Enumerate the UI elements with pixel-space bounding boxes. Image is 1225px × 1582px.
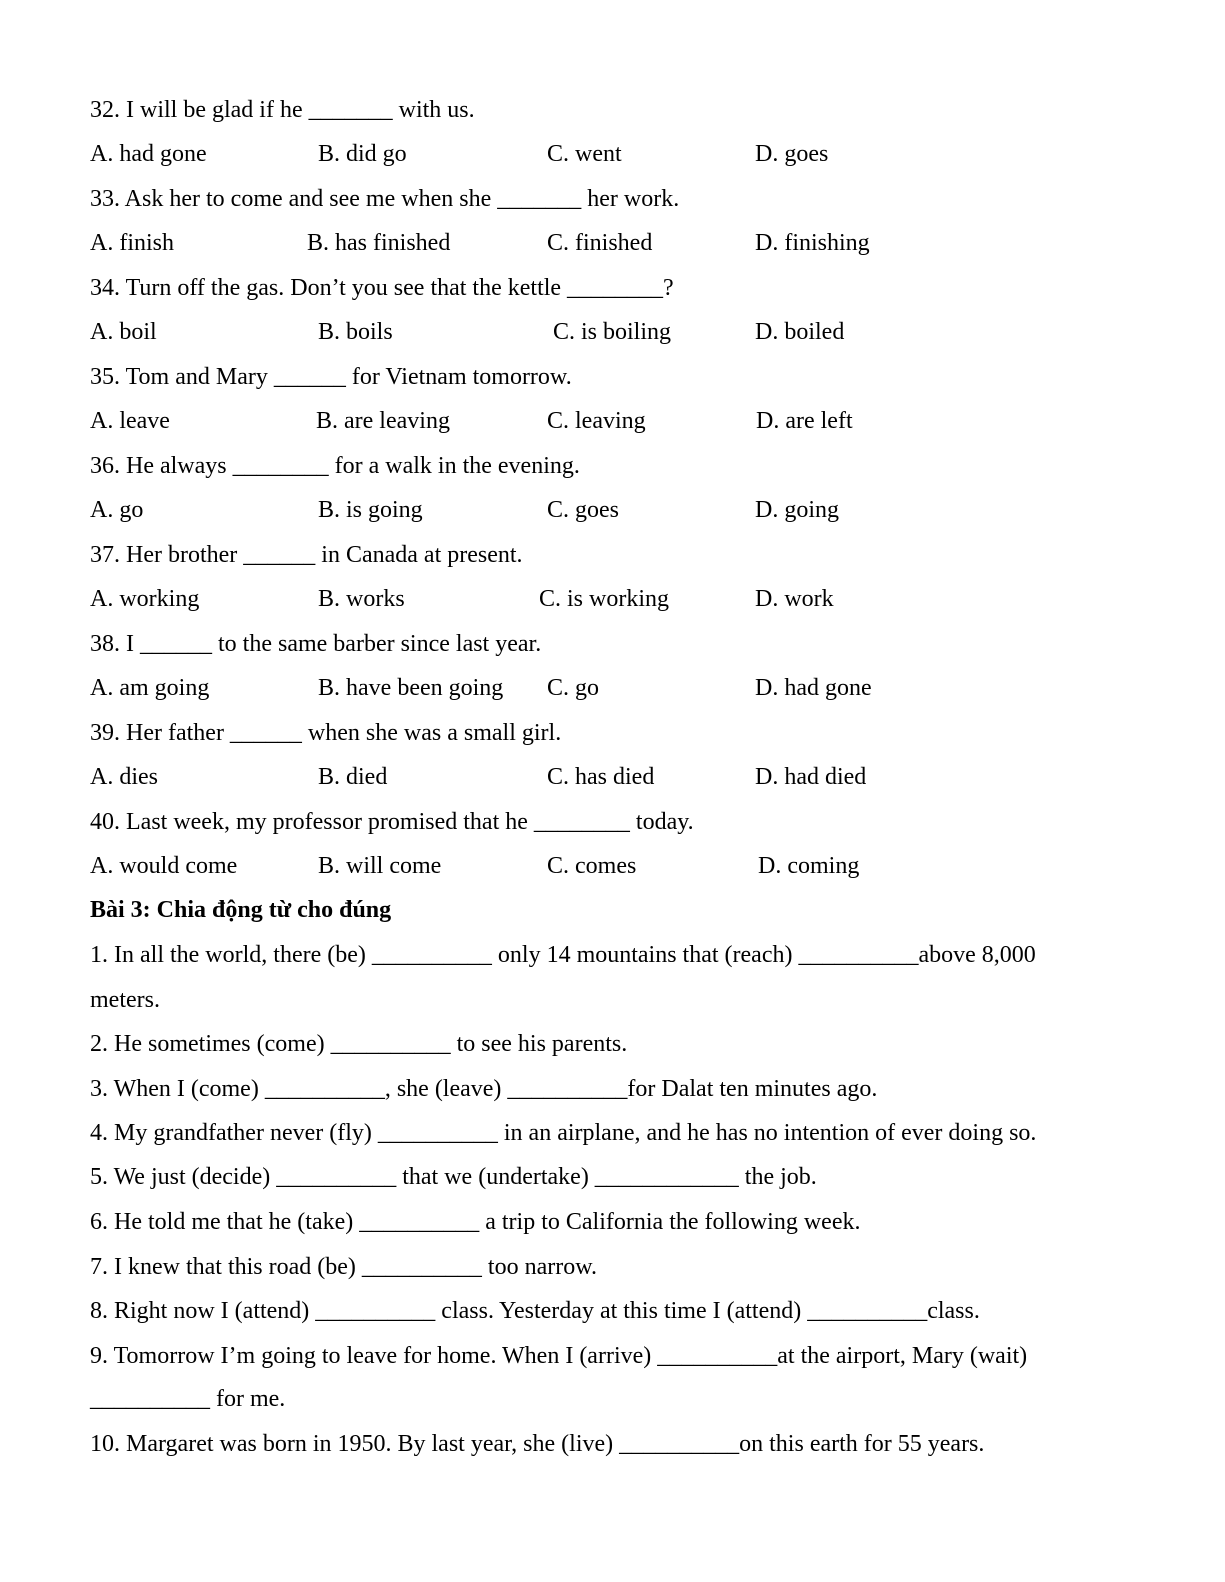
options-36 (0, 495, 1225, 525)
option-c: C. went (547, 141, 622, 167)
exercise-line: 10. Margaret was born in 1950. By last year, she (live) __________on this earth for 55 years. (90, 1431, 985, 1457)
option-c: C. goes (547, 497, 619, 523)
options-32 (0, 139, 1225, 169)
exercise-line: 9. Tomorrow I’m going to leave for home. When I (arrive) __________at the airport, Mary (wait) (90, 1343, 1028, 1369)
option-b: B. have been going (318, 675, 504, 701)
exercise-line: 7. I knew that this road (be) __________ too narrow. (90, 1254, 597, 1280)
section-heading: Bài 3: Chia động từ cho đúng (90, 897, 392, 923)
options-38 (0, 673, 1225, 703)
option-b: B. has finished (307, 230, 451, 256)
question-32: 32. I will be glad if he _______ with us. (90, 97, 475, 123)
option-d: D. coming (758, 853, 860, 879)
option-b: B. works (318, 586, 405, 612)
exercise-line: 4. My grandfather never (fly) __________ in an airplane, and he has no intention of ever doing so. (90, 1120, 1037, 1146)
option-b: B. is going (318, 497, 423, 523)
question-34: 34. Turn off the gas. Don’t you see that the kettle ________? (90, 275, 674, 301)
option-b: B. are leaving (316, 408, 450, 434)
option-a: A. finish (90, 230, 174, 256)
option-d: D. going (755, 497, 839, 523)
option-c: C. is working (539, 586, 670, 612)
option-a: A. go (90, 497, 144, 523)
option-a: A. boil (90, 319, 157, 345)
question-35: 35. Tom and Mary ______ for Vietnam tomorrow. (90, 364, 572, 390)
option-b: B. died (318, 764, 388, 790)
exercise-line: 2. He sometimes (come) __________ to see his parents. (90, 1031, 628, 1057)
options-34 (0, 317, 1225, 347)
option-a: A. leave (90, 408, 170, 434)
exercise-line: 6. He told me that he (take) __________ a trip to California the following week. (90, 1209, 861, 1235)
exercise-line: __________ for me. (90, 1386, 286, 1412)
option-a: A. had gone (90, 141, 207, 167)
option-d: D. goes (755, 141, 829, 167)
options-35 (0, 406, 1225, 436)
question-40: 40. Last week, my professor promised that he ________ today. (90, 809, 694, 835)
options-33 (0, 228, 1225, 258)
options-37 (0, 584, 1225, 614)
option-d: D. work (755, 586, 834, 612)
exercise-line: 3. When I (come) __________, she (leave) __________for Dalat ten minutes ago. (90, 1076, 878, 1102)
option-a: A. am going (90, 675, 210, 701)
option-d: D. finishing (755, 230, 870, 256)
option-c: C. go (547, 675, 600, 701)
question-36: 36. He always ________ for a walk in the evening. (90, 453, 580, 479)
exercise-line: 1. In all the world, there (be) __________ only 14 mountains that (reach) __________above 8,000 (90, 942, 1036, 968)
option-d: D. had gone (755, 675, 872, 701)
option-a: A. working (90, 586, 200, 612)
options-39 (0, 762, 1225, 792)
option-d: D. are left (756, 408, 853, 434)
option-d: D. boiled (755, 319, 845, 345)
option-a: A. would come (90, 853, 238, 879)
exercise-line: 8. Right now I (attend) __________ class. Yesterday at this time I (attend) __________class. (90, 1298, 980, 1324)
options-40 (0, 851, 1225, 881)
exercise-line: meters. (90, 987, 160, 1013)
question-38: 38. I ______ to the same barber since last year. (90, 631, 542, 657)
option-b: B. will come (318, 853, 442, 879)
option-c: C. has died (547, 764, 655, 790)
option-c: C. finished (547, 230, 653, 256)
option-c: C. is boiling (553, 319, 672, 345)
question-33: 33. Ask her to come and see me when she _______ her work. (90, 186, 680, 212)
option-c: C. comes (547, 853, 637, 879)
option-d: D. had died (755, 764, 867, 790)
option-b: B. boils (318, 319, 393, 345)
exercise-line: 5. We just (decide) __________ that we (undertake) ____________ the job. (90, 1164, 817, 1190)
option-b: B. did go (318, 141, 407, 167)
question-37: 37. Her brother ______ in Canada at present. (90, 542, 523, 568)
option-a: A. dies (90, 764, 158, 790)
question-39: 39. Her father ______ when she was a small girl. (90, 720, 562, 746)
option-c: C. leaving (547, 408, 646, 434)
